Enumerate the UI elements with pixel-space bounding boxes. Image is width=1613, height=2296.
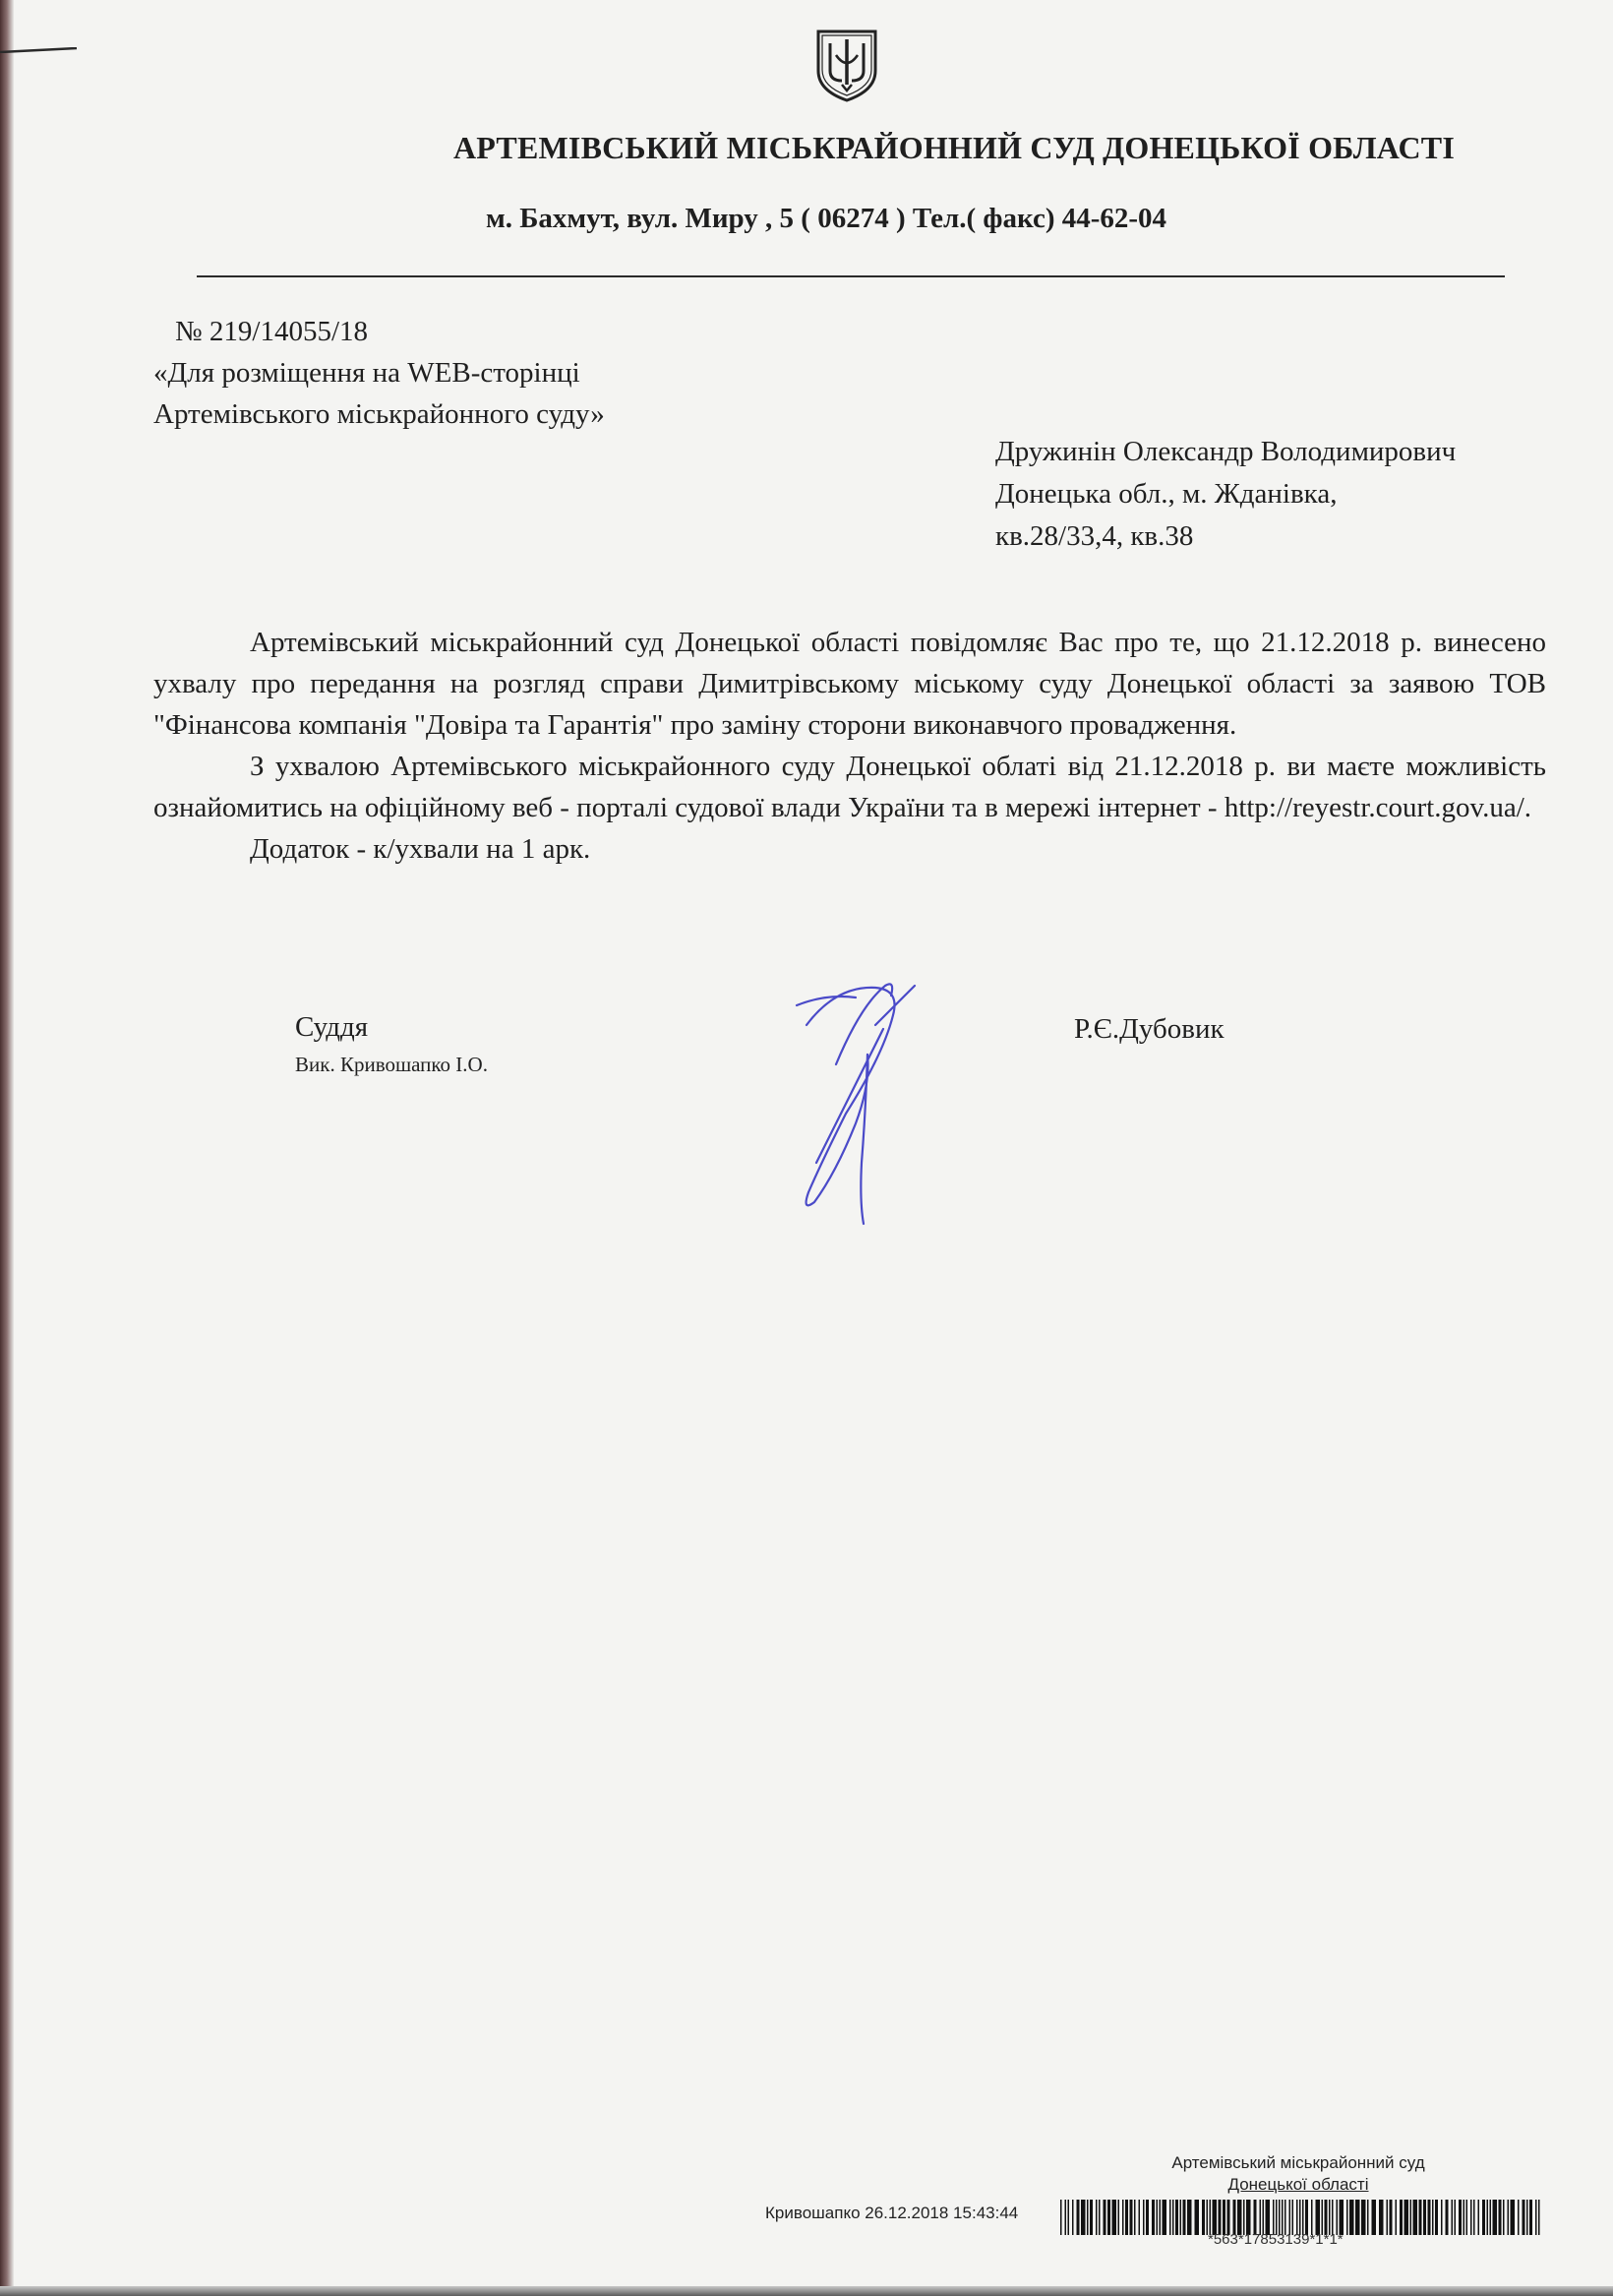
barcode-bar: [1122, 2200, 1124, 2235]
registration-block: [153, 311, 605, 435]
barcode-bar: [1273, 2200, 1275, 2235]
barcode-bar: [1160, 2200, 1162, 2235]
header-divider: [197, 275, 1505, 277]
barcode-bar: [1143, 2200, 1145, 2235]
barcode-bar: [1367, 2200, 1369, 2235]
barcode-bar: [1223, 2200, 1225, 2235]
barcode-bar: [1060, 2200, 1062, 2235]
barcode-bar: [1518, 2200, 1520, 2235]
barcode-bar: [1169, 2200, 1171, 2235]
barcode-bar: [1404, 2200, 1409, 2235]
barcode-bar: [1276, 2200, 1278, 2235]
barcode-bar: [1523, 2200, 1525, 2235]
barcode-bar: [1087, 2200, 1089, 2235]
handwritten-signature: [777, 966, 944, 1241]
barcode-bar: [1325, 2200, 1328, 2235]
barcode-bar: [1299, 2200, 1301, 2235]
barcode-bar: [1077, 2200, 1080, 2235]
barcode-bar: [1246, 2200, 1251, 2235]
barcode-bar: [1311, 2200, 1313, 2235]
barcode-bar: [1302, 2200, 1304, 2235]
barcode-bar: [1081, 2200, 1086, 2235]
barcode-bar: [1134, 2200, 1136, 2235]
barcode-bar: [1428, 2200, 1431, 2235]
barcode-bar: [1152, 2200, 1155, 2235]
barcode-bar: [1441, 2200, 1443, 2235]
barcode-bar: [1355, 2200, 1360, 2235]
barcode-bar: [1139, 2200, 1141, 2235]
barcode-bar: [1260, 2200, 1262, 2235]
barcode-bar: [1490, 2200, 1492, 2235]
recipient-block: [995, 431, 1456, 558]
recipient-address-line2: кв.28/33,4, кв.38: [995, 520, 1194, 552]
stamp-court-line2: Донецької області: [1227, 2175, 1369, 2194]
barcode-bar: [1410, 2200, 1412, 2235]
barcode-bar: [1464, 2200, 1465, 2235]
barcode-bar: [1482, 2200, 1485, 2235]
barcode-bar: [1435, 2200, 1438, 2235]
barcode-bar: [1503, 2200, 1505, 2235]
stamp-court-line1: Артемівський міськрайонний суд: [1171, 2153, 1425, 2172]
barcode-bar: [1282, 2200, 1284, 2235]
scan-bottom-edge: [0, 2286, 1613, 2296]
body-paragraph: З ухвалою Артемівського міськрайонного суду Донецької облаті від 21.12.2018 р. ви маєте можливість ознайомитись на офіційному веб - порталі судової влади України та в мережі інтернет - http://reyestr.court.gov.ua/.: [153, 751, 1546, 823]
outgoing-number: № 219/14055/18: [175, 316, 369, 347]
scan-left-edge: [0, 0, 14, 2296]
barcode-bar: [1372, 2200, 1377, 2235]
barcode-bar: [1284, 2200, 1286, 2235]
barcode-bar: [1455, 2200, 1457, 2235]
barcode-bar: [1478, 2200, 1480, 2235]
barcode-bar: [1361, 2200, 1366, 2235]
barcode-bar: [1099, 2200, 1101, 2235]
barcode-bar: [1157, 2200, 1159, 2235]
barcode-bar: [1459, 2200, 1462, 2235]
barcode-bar: [1210, 2200, 1212, 2235]
barcode-bar: [1195, 2200, 1200, 2235]
barcode-bar: [1413, 2200, 1418, 2235]
barcode-bar: [1538, 2200, 1540, 2235]
barcode-bar: [1125, 2200, 1128, 2235]
web-publication-note-line2: Артемівського міськрайонного суду»: [153, 398, 605, 430]
barcode-bar: [1329, 2200, 1331, 2235]
barcode-bar: [1263, 2200, 1265, 2235]
barcode-bar: [1279, 2200, 1281, 2235]
barcode-bar: [1068, 2200, 1070, 2235]
barcode-bar: [1130, 2200, 1133, 2235]
barcode-bar: [1423, 2200, 1426, 2235]
barcode-bar: [1096, 2200, 1098, 2235]
barcode-bar: [1254, 2200, 1257, 2235]
barcode-bar: [1526, 2200, 1528, 2235]
barcode-bar: [1296, 2200, 1298, 2235]
barcode-bar: [1172, 2200, 1174, 2235]
barcode-bar: [1452, 2200, 1454, 2235]
barcode-bar: [1396, 2200, 1398, 2235]
barcode-bar: [1340, 2200, 1344, 2235]
barcode-bar: [1104, 2200, 1106, 2235]
letter-body: [153, 622, 1546, 870]
barcode-bar: [1213, 2200, 1218, 2235]
barcode-bar: [1466, 2200, 1468, 2235]
barcode-bar: [1289, 2200, 1291, 2235]
barcode-bar: [1187, 2200, 1192, 2235]
barcode-bar: [1237, 2200, 1242, 2235]
barcode-bar: [1535, 2200, 1537, 2235]
signer-role: Суддя: [295, 1011, 369, 1043]
barcode-bar: [1529, 2200, 1532, 2235]
barcode-bar: [1470, 2200, 1472, 2235]
web-publication-note-line1: «Для розміщення на WEB-сторінці: [153, 357, 580, 389]
barcode-bar: [1493, 2200, 1498, 2235]
judge-name: Р.Є.Дубовик: [1074, 1013, 1225, 1045]
barcode-bar: [1233, 2200, 1236, 2235]
barcode-bar: [1163, 2200, 1167, 2235]
barcode-bar: [1432, 2200, 1434, 2235]
barcode-bar: [1146, 2200, 1149, 2235]
barcode-bar: [1090, 2200, 1093, 2235]
barcode-bar: [1227, 2200, 1230, 2235]
barcode-bar: [1346, 2200, 1348, 2235]
barcode-bar: [1316, 2200, 1321, 2235]
barcode-bar: [1072, 2200, 1074, 2235]
barcode-bar: [1446, 2200, 1449, 2235]
barcode-bar: [1065, 2200, 1067, 2235]
registration-stamp: [1111, 2152, 1485, 2196]
barcode-bar: [1400, 2200, 1403, 2235]
barcode-bar: [1337, 2200, 1339, 2235]
barcode-bar: [1499, 2200, 1502, 2235]
recipient-name: Дружинін Олександр Володимирович: [995, 436, 1457, 467]
barcode-bar: [1322, 2200, 1324, 2235]
recipient-address-line1: Донецька обл., м. Жданівка,: [995, 478, 1338, 510]
barcode-bar: [1112, 2200, 1117, 2235]
barcode-bar: [1207, 2200, 1209, 2235]
attachment-note: Додаток - к/ухвали на 1 арк.: [250, 833, 591, 865]
barcode-bar: [1390, 2200, 1393, 2235]
barcode-bar: [1175, 2200, 1178, 2235]
trident-coat-of-arms-icon: [812, 28, 881, 102]
barcode-bar: [1473, 2200, 1475, 2235]
barcode-bar: [1349, 2200, 1354, 2235]
barcode-bar: [1379, 2200, 1384, 2235]
barcode-bar: [1219, 2200, 1222, 2235]
scan-edge-mark: [0, 47, 79, 53]
barcode-bar: [1266, 2200, 1271, 2235]
barcode-bar: [1487, 2200, 1489, 2235]
barcode-bar: [1183, 2200, 1186, 2235]
court-name: АРТЕМІВСЬКИЙ МІСЬКРАЙОННИЙ СУД ДОНЕЦЬКОЇ ОБЛАСТІ: [452, 130, 1456, 165]
barcode-bar: [1508, 2200, 1510, 2235]
body-paragraph: Артемівський міськрайонний суд Донецької області повідомляє Вас про те, що 21.12.2018 р. винесено ухвалу про передання на розгляд справи Димитрівському міському суду Донецької області за заявою ТОВ "Фінансова компанія "Довіра та Гарантія" про заміну сторони виконавчого провадження.: [153, 627, 1546, 741]
barcode-bar: [1387, 2200, 1389, 2235]
barcode-bar: [1118, 2200, 1120, 2235]
barcode-bar: [1511, 2200, 1516, 2235]
barcode-bar: [1332, 2200, 1334, 2235]
barcode-text: *563*17853139*1*1*: [1208, 2231, 1344, 2248]
barcode-bar: [1243, 2200, 1245, 2235]
barcode-bar: [1202, 2200, 1205, 2235]
barcode-bar: [1292, 2200, 1294, 2235]
barcode-bar: [1305, 2200, 1308, 2235]
barcode-bar: [1419, 2200, 1422, 2235]
barcode-bar: [1107, 2200, 1110, 2235]
court-address: м. Бахмут, вул. Миру , 5 ( 06274 ) Тел.( факс) 44-62-04: [486, 203, 1167, 234]
executor-name: Вик. Кривошапко І.О.: [295, 1053, 488, 1076]
document-barcode: [1060, 2200, 1542, 2235]
stamp-clerk-datetime: Кривошапко 26.12.2018 15:43:44: [765, 2204, 1019, 2222]
barcode-bar: [1180, 2200, 1182, 2235]
